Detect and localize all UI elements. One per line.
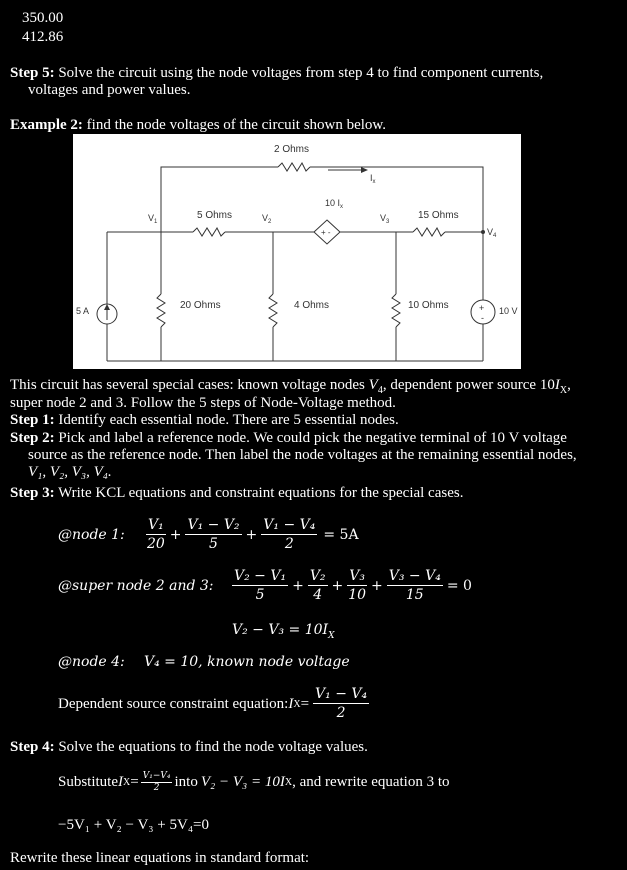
label-r1g: 20 Ohms — [180, 300, 221, 311]
resistor-2ohm — [278, 163, 310, 171]
subst-d: , and rewrite equation 3 to — [292, 774, 450, 790]
step2-text: Pick and label a reference node. We could pick the negative terminal of 10 V voltage — [58, 430, 567, 446]
resistor-15ohm — [413, 228, 445, 236]
eq2-frac3: $\frac{\text{V₃}}{10}$ — [348, 568, 367, 603]
step5-line1 — [10, 65, 543, 82]
step5-label: Step 5: — [10, 65, 55, 81]
subst-ix-sub: X — [123, 777, 131, 788]
step3-label: Step 3: — [10, 485, 55, 501]
header-number-1: 350.00 — [22, 10, 64, 26]
eq2-frac2: $\frac{\text{V₂}}{4}$ — [309, 568, 326, 603]
step1-text: Identify each essential node. There are 5 essential nodes. — [58, 412, 399, 428]
step2-line1 — [10, 430, 567, 447]
ix-arrow-head — [361, 167, 368, 173]
circuit-svg — [73, 134, 521, 369]
resistor-5ohm — [193, 228, 225, 236]
subst-c-sub: X — [284, 777, 293, 788]
eq2-label: @super node 2 and 3: — [58, 578, 214, 594]
node4-dot — [481, 230, 485, 234]
equation-node1: @node 1: $\frac{\text{V₁}}{20}$ + $\frac{\text{V₁ − V₂}}{5}$ + $\frac{\text{V₁ − V₄}}{2}$ = 5A — [58, 517, 359, 552]
eq2-rhs: = 0 — [446, 578, 472, 594]
label-vs: 10 V — [499, 306, 518, 316]
step5-text: Solve the circuit using the node voltages from step 4 to find component currents, — [58, 65, 544, 81]
step4-label: Step 4: — [10, 739, 55, 755]
circuit-diagram — [73, 134, 521, 369]
label-r2g: 4 Ohms — [294, 300, 330, 311]
resistor-4ohm — [269, 294, 277, 327]
top-wire-left — [161, 167, 278, 232]
resistor-10ohm — [392, 294, 400, 327]
label-current-source: 5 A — [76, 306, 90, 316]
label-r-top: 2 Ohms — [274, 144, 310, 155]
dep-frac: $\frac{\text{V₁ − V₄}}{2}$ — [315, 686, 368, 721]
label-v3: $V_3$ — [380, 213, 390, 225]
eq1-frac1: $\frac{\text{V₁}}{20}$ — [146, 517, 165, 552]
substitute-line — [58, 771, 450, 794]
dep-eq: = — [300, 695, 310, 712]
subst-eq: = — [130, 774, 139, 790]
example-text: find the node voltages of the circuit shown below. — [86, 117, 387, 133]
subst-b: into — [174, 774, 198, 790]
step1-line — [10, 412, 399, 429]
eq1-frac2: $\frac{\text{V₁ − V₂}}{5}$ — [187, 517, 240, 552]
eq4-text: V₄ = 10, known node voltage — [144, 654, 350, 670]
equation-constraint — [232, 622, 334, 641]
resistor-20ohm — [157, 294, 165, 327]
eq2-frac1: $\frac{\text{V₂ − V₁}}{5}$ — [234, 568, 287, 603]
para1-v4: V — [368, 377, 378, 393]
dep-plus-minus: + - — [321, 228, 331, 237]
label-dep: 10 $I_x$ — [325, 198, 344, 210]
label-r12: 5 Ohms — [197, 210, 233, 221]
para1-text-a: This circuit has several special cases: known voltage nodes — [10, 377, 369, 393]
step2-line2: source as the reference node. Then label the node voltages at the remaining essential nodes, — [28, 447, 577, 463]
eq3-sub: X — [328, 630, 335, 641]
dep-ix: I — [288, 695, 294, 712]
para1-ix-sub: X — [559, 385, 568, 396]
eq1-rhs: = 5A — [323, 527, 359, 543]
step4-text: Solve the equations to find the node voltage values. — [58, 739, 368, 755]
header-number-2: 412.86 — [22, 29, 64, 45]
eq3-text: V₂ − V₃ = 10I — [232, 622, 329, 638]
subst-a: Substitute — [58, 774, 119, 790]
para1-text-c: , dependent power source 10 — [382, 377, 555, 393]
cs-arrow-head — [104, 304, 110, 310]
para1-line1 — [10, 377, 571, 396]
eq1-label: @node 1: — [58, 527, 125, 543]
para1-line2: super node 2 and 3. Follow the 5 steps of Node-Voltage method. — [10, 395, 396, 411]
para1-ix: I — [554, 377, 560, 393]
step3-text: Write KCL equations and constraint equations for the special cases. — [58, 485, 464, 501]
example-label: Example 2: — [10, 117, 83, 133]
rewrite-line: Rewrite these linear equations in standard format: — [10, 850, 310, 866]
subst-c: V₂ − V₃ = 10I — [200, 774, 285, 790]
label-v2: $V_2$ — [262, 213, 272, 225]
step1-label: Step 1: — [10, 412, 55, 428]
para1-v4-sub: 4 — [377, 385, 383, 396]
label-r34: 15 Ohms — [418, 210, 459, 221]
dep-text: Dependent source constraint equation: — [58, 695, 289, 712]
step2-line3: V₁, V₂, V₃, V₄. — [28, 464, 112, 480]
subst-frac: $\frac{\text{V₁−V₄}}{2}$ — [142, 771, 171, 793]
step2-label: Step 2: — [10, 430, 55, 446]
eq4-label: @node 4: — [58, 654, 125, 670]
para1-text-e: , — [567, 377, 571, 393]
equation-node4 — [58, 654, 350, 670]
eq1-frac3: $\frac{\text{V₁ − V₄}}{2}$ — [263, 517, 316, 552]
eq2-frac4: $\frac{\text{V₃ − V₄}}{15}$ — [388, 568, 441, 603]
vs-minus: - — [481, 313, 484, 323]
dep-ix-sub: X — [293, 698, 301, 710]
step5-text2: voltages and power values. — [28, 82, 191, 98]
step4-line — [10, 739, 368, 756]
vs-plus: + — [479, 303, 485, 313]
label-ix: $I_x$ — [370, 173, 376, 185]
step3-line — [10, 485, 463, 502]
example-heading — [10, 117, 386, 134]
label-v4: $V_4$ — [487, 227, 497, 239]
equation-rewritten: −5V₁ + V₂ − V₃ + 5V₄=0 — [58, 817, 210, 833]
dependent-constraint — [58, 686, 371, 722]
label-r3g: 10 Ohms — [408, 300, 449, 311]
subst-ix: I — [118, 774, 124, 790]
label-v1: $V_1$ — [148, 213, 158, 225]
equation-supernode: @super node 2 and 3: $\frac{\text{V₂ − V₁}}{5}$ + $\frac{\text{V₂}}{4}$ + $\frac{\text{V₃}}{10}$ + $\frac{\text{V₃ − V₄}}{15}$ = 0 — [58, 568, 472, 603]
